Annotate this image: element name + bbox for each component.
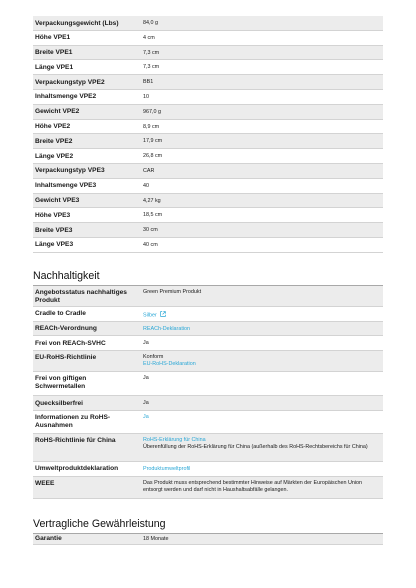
- env-declaration-label: Umweltproduktdeklaration: [35, 465, 119, 473]
- spec-row: [33, 223, 383, 238]
- china-rohs-label: RoHS-Richtlinie für China: [35, 436, 116, 444]
- reach-label: REACh-Verordnung: [35, 325, 97, 333]
- spec-value: 10: [143, 93, 149, 100]
- china-rohs-value: [141, 434, 383, 461]
- cradle-label: Cradle to Cradle: [35, 310, 86, 318]
- sustainability-row-cradle: [33, 307, 383, 322]
- rohs-exemptions-label: Informationen zu RoHS-Ausnahmen: [35, 413, 111, 429]
- sustainability-section: [33, 270, 383, 499]
- packaging-spec-table: [33, 16, 383, 253]
- datasheet: [33, 16, 383, 545]
- reach-declaration-link[interactable]: REACh-Deklaration: [143, 325, 191, 332]
- spec-label: Inhaltsmenge VPE2: [35, 93, 97, 101]
- spec-row: [33, 134, 383, 149]
- section-title-sustainability: Nachhaltigkeit: [33, 269, 100, 282]
- sustainability-row-reach: [33, 322, 383, 337]
- sustainability-row-svhc: [33, 336, 383, 351]
- spec-value: 40: [143, 182, 149, 189]
- heavy-metals-value: Ja: [143, 375, 149, 382]
- spec-value: 26,8 cm: [143, 153, 163, 160]
- spec-label: Breite VPE3: [35, 226, 73, 234]
- spec-row: [33, 120, 383, 135]
- cradle-value: [141, 307, 383, 321]
- spec-label: Höhe VPE1: [35, 34, 71, 42]
- spec-value: 40 cm: [143, 241, 158, 248]
- spec-label: Höhe VPE3: [35, 211, 71, 219]
- spec-row: [33, 75, 383, 90]
- sustainability-row-weee: [33, 477, 383, 499]
- spec-label: Länge VPE2: [35, 152, 74, 160]
- rohs-exemptions-link[interactable]: Ja: [143, 413, 149, 420]
- spec-row: [33, 90, 383, 105]
- spec-value: 4 cm: [143, 34, 155, 41]
- external-link-icon[interactable]: [160, 311, 166, 317]
- spec-label: Höhe VPE2: [35, 123, 71, 131]
- offer-status-label: Angebotsstatus nachhaltiges Produkt: [35, 288, 127, 304]
- rohs-value: [141, 351, 383, 371]
- mercury-value: Ja: [143, 400, 149, 407]
- spec-row: [33, 16, 383, 31]
- rohs-exemptions-value: [141, 411, 383, 433]
- sustainability-row-china-rohs: [33, 434, 383, 462]
- spec-label: Verpackungstyp VPE2: [35, 78, 105, 86]
- spec-value: 84,0 g: [143, 20, 158, 26]
- spec-label: Verpackungstyp VPE3: [35, 167, 105, 175]
- sustainability-row-env-declaration: [33, 462, 383, 477]
- mercury-label: Quecksilberfrei: [35, 399, 84, 407]
- spec-row: [33, 238, 383, 253]
- env-declaration-value: [141, 462, 383, 476]
- weee-label: WEEE: [35, 479, 55, 487]
- spec-row: [33, 31, 383, 46]
- sustainability-row-heavy-metals: [33, 372, 383, 396]
- sustainability-row-rohs-exemptions: [33, 411, 383, 434]
- spec-row: [33, 208, 383, 223]
- product-environmental-profile-link[interactable]: Produktumweltprofil: [143, 465, 191, 472]
- warranty-row-guarantee: [33, 534, 383, 545]
- sustainability-row-offer-status: [33, 286, 383, 307]
- rohs-status: Konform: [143, 354, 164, 361]
- section-title-warranty: Vertragliche Gewährleistung: [33, 517, 166, 530]
- spec-value: CAR: [143, 167, 155, 174]
- sustainability-row-rohs: [33, 351, 383, 372]
- spec-label: Länge VPE1: [35, 63, 74, 71]
- spec-value: 8,9 cm: [143, 123, 160, 130]
- offer-status-value: Green Premium Produkt: [143, 288, 202, 295]
- spec-row: [33, 194, 383, 209]
- spec-label: Verpackungsgewicht (Lbs): [35, 19, 119, 27]
- weee-value: Das Produkt muss entsprechend bestimmter Hinweise auf Märkten der Europäischen Union entsorgt werden und darf nicht in Haushaltsabfälle gelangen.: [143, 479, 363, 493]
- spec-row: [33, 149, 383, 164]
- spec-label: Gewicht VPE2: [35, 108, 80, 116]
- warranty-section: [33, 518, 383, 545]
- china-rohs-note: Überenfüllung der RoHS-Erklärung für China (außerhalb des RoHS-Rechtsbereichs für China): [143, 443, 368, 450]
- sustainability-row-mercury: [33, 396, 383, 411]
- spec-label: Breite VPE2: [35, 137, 73, 145]
- spec-row: [33, 179, 383, 194]
- spec-row: [33, 60, 383, 75]
- spec-value: 17,9 cm: [143, 138, 163, 145]
- spec-value: 30 cm: [143, 227, 158, 234]
- spec-label: Länge VPE3: [35, 241, 74, 249]
- spec-value: BB1: [143, 79, 154, 86]
- spec-row: [33, 164, 383, 179]
- sustainability-heading-wrap: [33, 270, 383, 286]
- guarantee-label: Garantie: [35, 535, 62, 543]
- spec-row: [33, 46, 383, 61]
- spec-value: 18,5 cm: [143, 212, 163, 219]
- spec-value: 967,0 g: [143, 108, 161, 115]
- spec-value: 7,3 cm: [143, 64, 160, 71]
- svhc-label: Frei von REACh-SVHC: [35, 339, 106, 347]
- eu-rohs-declaration-link[interactable]: EU-RoHS-Deklaration: [143, 361, 196, 368]
- warranty-heading-wrap: [33, 518, 383, 534]
- spec-label: Breite VPE1: [35, 49, 73, 57]
- heavy-metals-label: Frei von giftigen Schwermetallen: [35, 375, 87, 391]
- cradle-link[interactable]: Silber: [143, 312, 157, 319]
- rohs-label: EU-RoHS-Richtlinie: [35, 354, 97, 362]
- guarantee-value: 18 Monate: [143, 535, 169, 542]
- spec-label: Inhaltsmenge VPE3: [35, 182, 97, 190]
- spec-value: 7,3 cm: [143, 49, 160, 56]
- spec-label: Gewicht VPE3: [35, 197, 80, 205]
- china-rohs-declaration-link[interactable]: RoHS-Erklärung für China: [143, 436, 206, 443]
- spec-row: [33, 105, 383, 120]
- reach-value: [141, 322, 383, 336]
- svhc-value: Ja: [143, 340, 149, 347]
- spec-value: 4,27 kg: [143, 197, 161, 204]
